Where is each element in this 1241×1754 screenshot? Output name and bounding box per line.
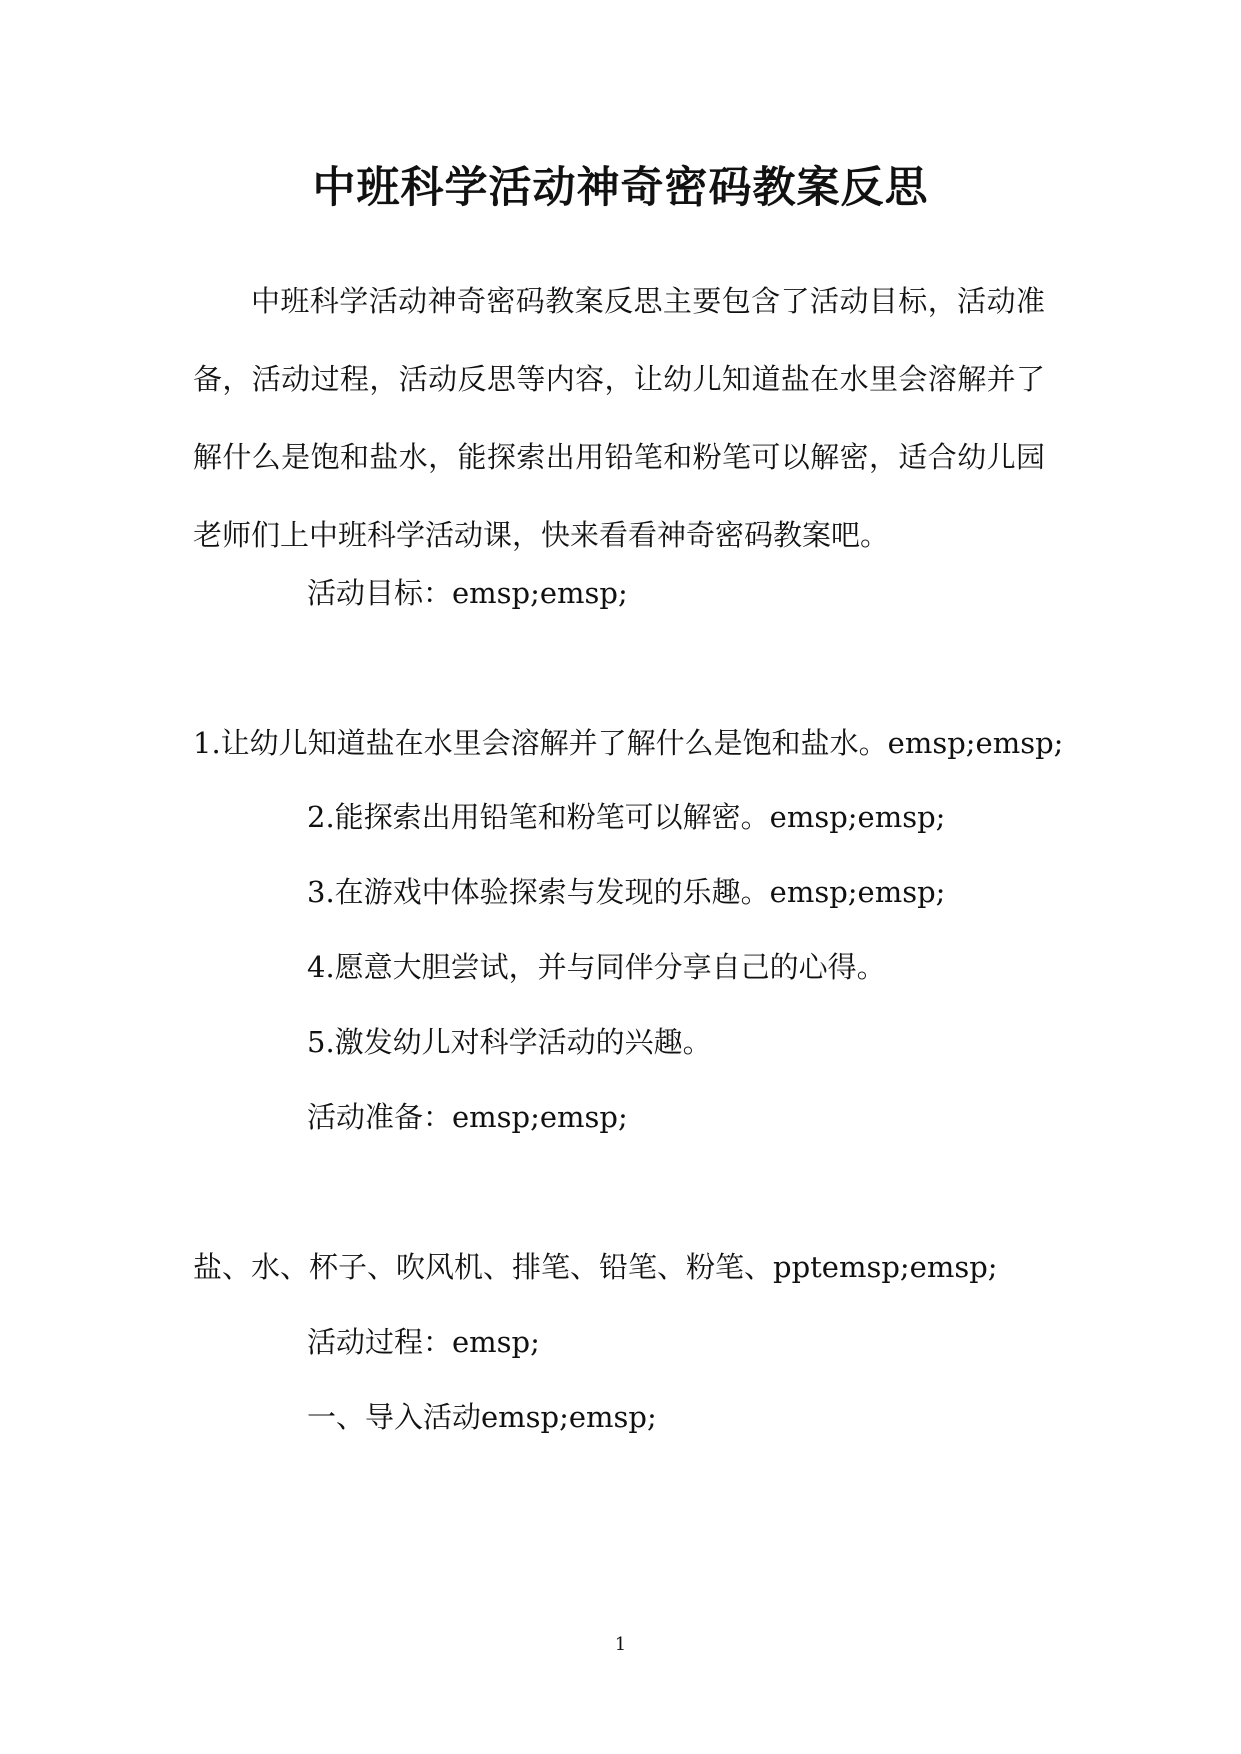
process-step-1: 一、导入活动emsp;emsp;: [307, 1400, 657, 1434]
section-heading-goals: 活动目标：emsp;emsp;: [307, 576, 628, 610]
page-number: 1: [614, 1634, 627, 1655]
goal-item-1: 1.让幼儿知道盐在水里会溶解并了解什么是饱和盐水。emsp;emsp;: [193, 726, 1064, 760]
document-title: 中班科学活动神奇密码教案反思: [312, 163, 929, 213]
section-heading-preparation: 活动准备：emsp;emsp;: [307, 1100, 628, 1134]
preparation-materials: 盐、水、杯子、吹风机、排笔、铅笔、粉笔、pptemsp;emsp;: [193, 1250, 998, 1284]
goal-item-4: 4.愿意大胆尝试，并与同伴分享自己的心得。: [307, 950, 886, 984]
goal-item-3: 3.在游戏中体验探索与发现的乐趣。emsp;emsp;: [307, 875, 946, 909]
section-heading-process: 活动过程：emsp;: [307, 1325, 540, 1359]
goal-item-5: 5.激发幼儿对科学活动的兴趣。: [307, 1025, 712, 1059]
goal-item-2: 2.能探索出用铅笔和粉笔可以解密。emsp;emsp;: [307, 800, 946, 834]
intro-paragraph: 中班科学活动神奇密码教案反思主要包含了活动目标，活动准备，活动过程，活动反思等内容，让幼儿知道盐在水里会溶解并了解什么是饱和盐水，能探索出用铅笔和粉笔可以解密，适合幼儿园老师们上中班科学活动课，快来看看神奇密码教案吧。: [193, 284, 1045, 552]
